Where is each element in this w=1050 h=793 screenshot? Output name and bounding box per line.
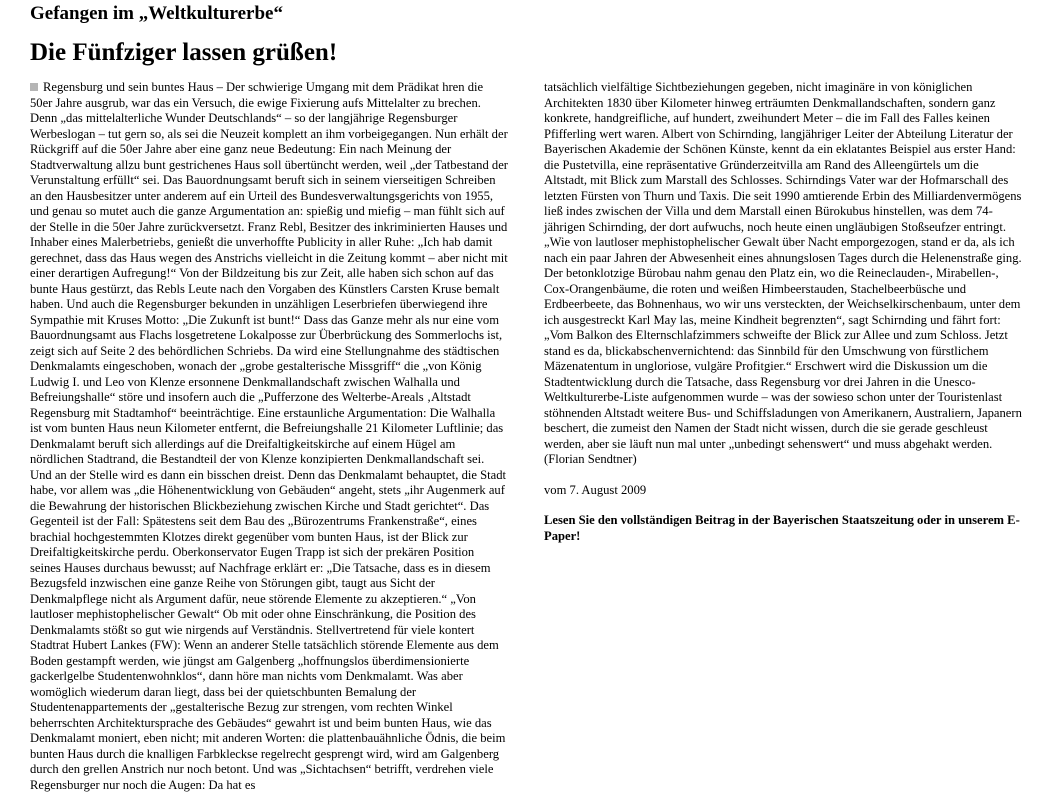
article-body-left: [30, 80, 508, 793]
article-body-right: tatsächlich vielfältige Sichtbeziehungen gegeben, nicht imaginäre in von königlichen Architekten 1830 über Kilometer hinweg erträumten Denkmallandschaften, sondern ganz konkrete, handgreifliche, auf hundert, zweihundert Meter – die im Fall des Falles keinen Pfifferling wert waren. Albert von Schirnding, langjähriger Leiter der Abteilung Literatur der Bayerischen Akademie der Schönen Künste, kennt da ein eklatantes Beispiel aus erster Hand: die Pustetvilla, eine repräsentative Gründerzeitvilla am Rand des Alleengürtels um die Altstadt, mit Blick zum Marstall des Schlosses. Schirndings Vater war der Hofmarschall des letzten Fürsten von Thurn und Taxis. Die seit 1990 amtierende Erbin des Milliardenvermögens ließ indes zwischen der Villa und dem Marstall einen Bürokubus hinstellen, was dem 74-jährigen Schirnding, der dort aufwuchs, noch heute einen ungläubigen Stoßseufzer entringt. „Wie von lautloser mephistophelischer Gewalt über Nacht emporgezogen, stand er da, als ich nach ein paar Jahren der Abwesenheit eines ahnungslosen Tages durch die Helenenstraße ging. Der betonklotzige Bürobau nahm genau den Platz ein, wo die Reineclauden-, Mirabellen-, Cox-Orangenbäume, die roten und weißen Himbeerstauden, Stachelbeerbüsche und Erdbeerbeete, das Bohnenhaus, wo wir uns versteckten, der Weichselkirschenbaum, unter dem ich ausgestreckt Karl May las, meine Kindheit begrenzten“, sagt Schirnding und fährt fort: „Vom Balkon des Elternschlafzimmers schweifte der Blick zur Allee und zum Schloss. Jetzt stand es da, blickabschenvernichtend: das Sinnbild für den Umschwung von fürstlichem Mäzenatentum in ungloriose, vulgäre Profitgier.“ Erschwert wird die Diskussion um die Stadtentwicklung durch die Tatsache, dass Regensburg vor drei Jahren in die Unesco-Weltkulturerbe-Liste aufgenommen wurde – was der sowieso schon unter der Touristenlast stöhnenden Altstadt weitere Bus- und Schiffsladungen von Amerikanern, Australiern, Japanern beschert, die zumeist den Namen der Stadt nicht wissen, durch die sie gerade geschleust werden, aber sie läuft nun mal unter „unbedingt sehenswert“ und muss abgehakt werden. (Florian Sendtner): [544, 80, 1022, 466]
article-headline: Die Fünfziger lassen grüßen!: [30, 39, 338, 66]
article-body-left-text: Regensburg und sein buntes Haus – Der schwierige Umgang mit dem Prädikat hren die 50er Jahre ausgrub, war das ein Versuch, die ewige Fixierung aufs Mittelalter zu brechen. Denn „das mittelalterliche Wunder Deutschlands“ – so der langjährige Regensburger Werbeslogan – tut gern so, als sei die Neuzeit komplett an ihm vorbeigegangen. Nun erhält der Rückgriff auf die 50er Jahre aber eine ganz neue Bedeutung: Ein nach Meinung der Stadtverwaltung allzu bunt gestrichenes Haus soll übertüncht werden, weil „der Tatbestand der Verunstaltung erfüllt“ sei. Das Bauordnungsamt beruft sich in seinem vierseitigen Schreiben an den Hausbesitzer unter anderem auf ein Urteil des Bundesverwaltungsgerichts von 1955, und genau so mutet auch die ganze Argumentation an: spießig und miefig – man fühlt sich auf der Stelle in die 50er Jahre zurückversetzt. Franz Rebl, Besitzer des inkriminierten Hauses und Inhaber eines Malerbetriebs, genießt die unverhoffte Publicity in aller Ruhe: „Ich hab damit gerechnet, dass das Haus wegen des Anstrichs vielleicht in die Zeitung kommt – aber nicht mit einer derartigen Aufregung!“ Von der Bildzeitung bis zur Zeit, alle haben sich schon auf das bunte Haus gestürzt, das Rebls Leute nach den Vorgaben des Künstlers Carsten Kruse bemalt haben. Und auch die Regensburger bekunden in unzähligen Leserbriefen überwiegend ihre Sympathie mit Kruses Motto: „Die Zukunft ist bunt!“ Dass das Ganze mehr als nur eine vom Bauordnungsamt aus Flachs losgetretene Lokalposse zur Überbrückung des Sommerlochs ist, zeigt sich auf Seite 2 des behördlichen Schriebs. Da wird eine Stellungnahme des städtischen Denkmalamts eingeschoben, wonach der „grobe gestalterische Missgriff“ die „von König Ludwig I. und Leo von Klenze ersonnene Denkmallandschaft zwischen Walhalla und Befreiungshalle“ störe und insofern auch die „Pufferzone des Welterbe-Areals ‚Altstadt Regensburg mit Stadtamhof“ beeinträchtige. Eine erstaunliche Argumentation: Die Walhalla ist vom bunten Haus neun Kilometer entfernt, die Befreiungshalle 21 Kilometer Luftlinie; das Denkmalamt beruft sich allerdings auf die Dreifaltigkeitskirche auf einem Hügel am nördlichen Stadtrand, die Bestandteil der von Klenze konzipierten Denkmallandschaft sei. Und an der Stelle wird es dann ein bisschen dreist. Denn das Denkmalamt behauptet, die Stadt habe, vor allem was „die Höhenentwicklung von Gebäuden“ angeht, stets „ihr Augenmerk auf die Bewahrung der historischen Blickbeziehung zwischen Kirche und Stadt gerichtet“. Das Gegenteil ist der Fall: Spätestens seit dem Bau des „Bürozentrums Frankenstraße“, eines brachial hochgestemmten Klotzes direkt gegenüber vom bunten Haus, ist der Blick zur Dreifaltigkeitskirche perdu. Oberkonservator Eugen Trapp ist sich der prekären Position seines Hauses durchaus bewusst; auf Nachfrage erklärt er: „Die Tatsache, dass es in diesem Bezugsfeld inzwischen eine ganze Reihe von Störungen gibt, taugt aus Sicht der Denkmalpflege nicht als Argument dafür, neue störende Elemente zu akzeptieren.“ „Von lautloser mephistophelischer Gewalt“ Ob mit oder ohne Einschränkung, die Position des Denkmalamts stößt so gut wie nirgends auf Verständnis. Stellvertretend für viele kontert Stadtrat Hubert Lankes (FW): Wenn an anderer Stelle tatsächlich störende Elemente aus dem Boden gestampft werden, wie jüngst am Galgenberg „hoffnungslos überdimensionierte gackerlgelbe Studentenwohnklos“, dann höre man nichts vom Denkmalamt. Was aber womöglich wiederum daran liegt, dass bei der quietschbunten Bemalung der Studentenappartements der „gestalterische Bezug zur strengen, vom rechten Winkel beherrschten Architektursprache des Gebäudes“ gewahrt ist und beim bunten Haus, wie das Denkmalamt moniert, eben nicht; mit anderen Worten: die plattenbauähnliche Ödnis, die beim bunten Haus durch die knalligen Farbkleckse regelrecht gesprengt wird, wird am Galgenberg durch den grellen Anstrich nur noch betont. Und was „Sichtachsen“ betrifft, verdrehen viele Regensburger nur noch die Augen: Da hat es: [30, 80, 509, 792]
article-column-right: [544, 80, 1022, 544]
article-column-left: [30, 80, 508, 793]
article-kicker: Gefangen im „Weltkulturerbe“: [30, 3, 283, 24]
article-dateline: vom 7. August 2009: [544, 482, 647, 497]
bullet-square-icon: [30, 83, 38, 91]
read-full-article-note: Lesen Sie den vollständigen Beitrag in der Bayerischen Staatszeitung oder in unserem E-Paper!: [544, 513, 1020, 543]
